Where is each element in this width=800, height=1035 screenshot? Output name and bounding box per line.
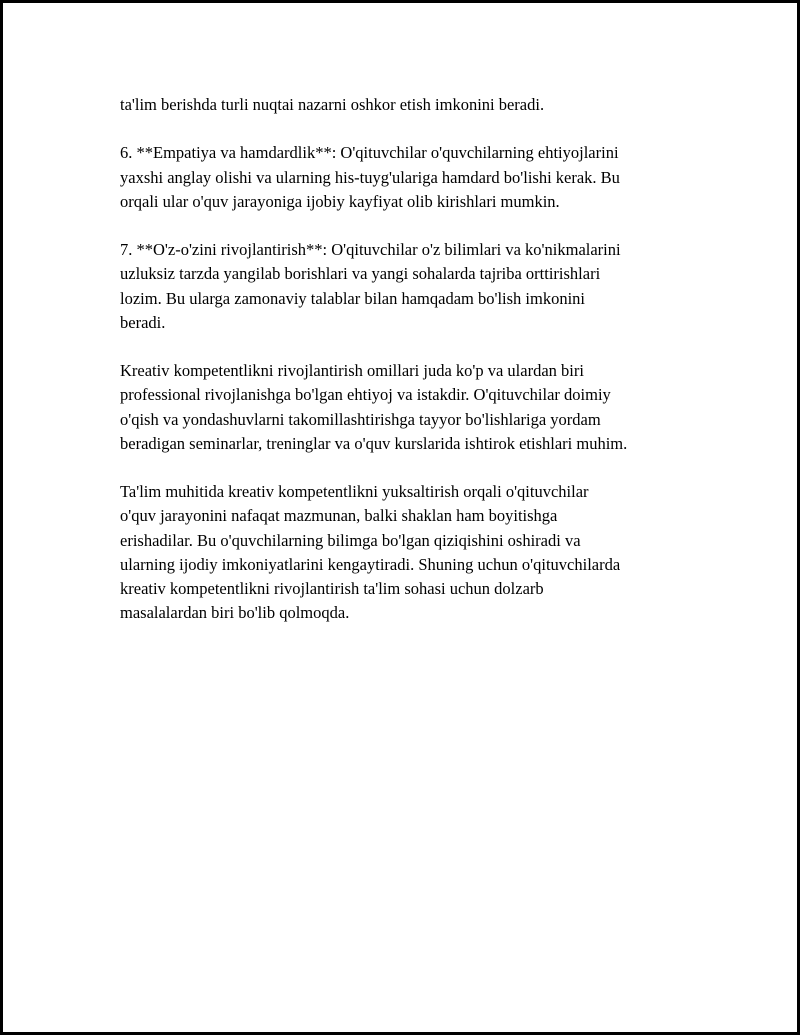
paragraph-empathy: 6. **Empatiya va hamdardlik**: O'qituvchilar o'quvchilarning ehtiyojlarini yaxshi anglay olishi va ularning his-tuyg'ulariga hamdard bo'lishi kerak. Bu orqali ular o'quv jarayoniga ijobiy kayfiyat olib kirishlari mumkin. (120, 143, 620, 211)
paragraph-development-factors: Kreativ kompetentlikni rivojlantirish omillari juda ko'p va ulardan biri professional rivojlanishga bo'lgan ehtiyoj va istakdir. O'qituvchilar doimiy o'qish va yondashuvlarni takomillashtirishga tayyor bo'lishlariga yordam beradigan seminarlar, treninglar va o'quv kurslarida ishtirok etishlari muhim. (120, 361, 628, 453)
document-body (120, 93, 695, 650)
paragraph-self-development: 7. **O'z-o'zini rivojlantirish**: O'qituvchilar o'z bilimlari va ko'nikmalarini uzluksiz tarzda yangilab borishlari va yangi sohalarda tajriba orttirishlari lozim. Bu ularga zamonaviy talablar bilan hamqadam bo'lish imkonini beradi. (120, 240, 621, 332)
paragraph-conclusion: Ta'lim muhitida kreativ kompetentlikni yuksaltirish orqali o'qituvchilar o'quv jarayonini nafaqat mazmunan, balki shaklan ham boyitishga erishadilar. Bu o'quvchilarning bilimga bo'lgan qiziqishini oshiradi va ularning ijodiy imkoniyatlarini kengaytiradi. Shuning uchun o'qituvchilarda kreativ kompetentlikni rivojlantirish ta'lim sohasi uchun dolzarb masalalardan biri bo'lib qolmoqda. (120, 482, 621, 623)
paragraph-continuation: ta'lim berishda turli nuqtai nazarni oshkor etish imkonini beradi. (120, 95, 545, 114)
